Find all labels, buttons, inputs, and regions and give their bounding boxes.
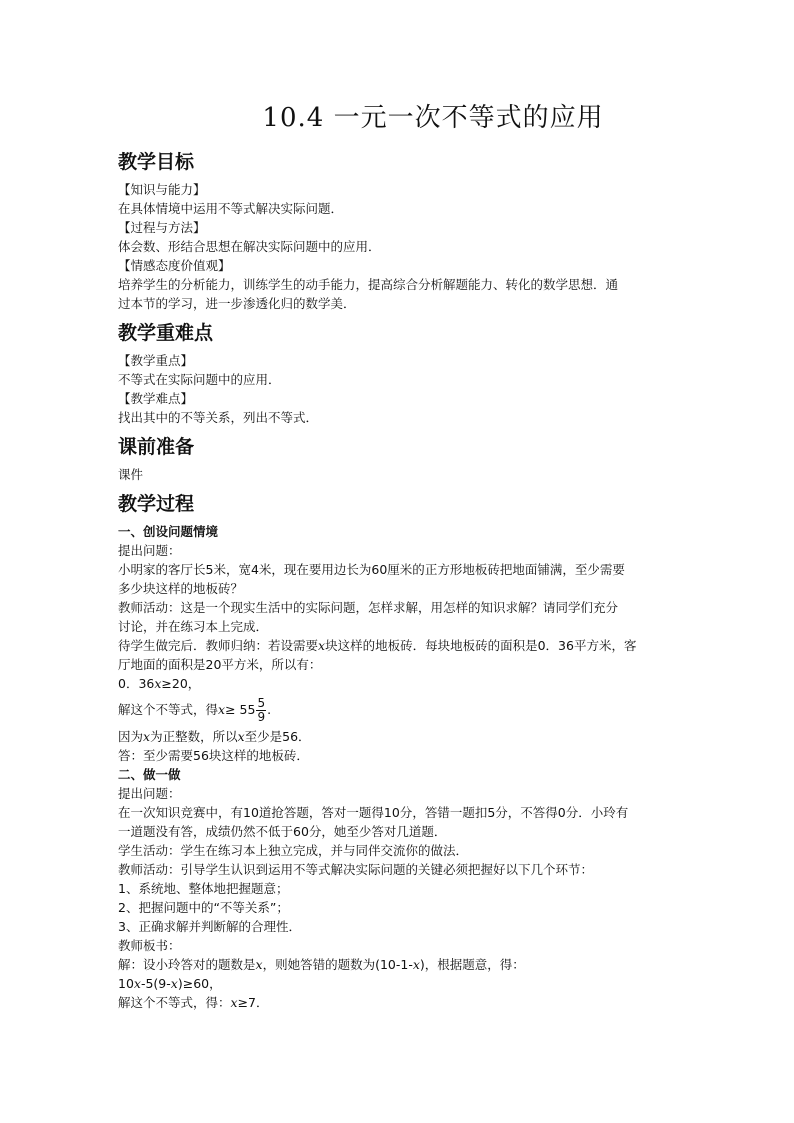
- solve-prefix: 解这个不等式，得: [118, 702, 219, 717]
- key-points-heading: 教学重难点: [118, 322, 214, 344]
- teacher-activity-2: 讨论，并在练习本上完成．: [118, 619, 269, 634]
- because-line: [118, 727, 678, 746]
- sol-b: ，则她答错的题数为(10-1-: [262, 957, 413, 972]
- teacher-activity-3: 教师活动：引导学生认识到运用不等式解决实际问题的关键必须把握好以下几个环节：: [118, 862, 594, 877]
- knowledge-text: 在具体情境中运用不等式解决实际问题．: [118, 201, 344, 216]
- variable-x: x: [154, 676, 162, 691]
- ineq2-a: 10: [118, 976, 134, 991]
- solve-ge: ≥ 55: [225, 702, 256, 717]
- part2-title: 二、做一做: [118, 767, 181, 782]
- step-3: 3、正确求解并判断解的合理性．: [118, 919, 301, 934]
- process-label: 【过程与方法】: [118, 220, 206, 235]
- emotion-text-1: 培养学生的分析能力，训练学生的动手能力，提高综合分析解题能力、转化的数学思想．通: [118, 277, 619, 292]
- solve-end: .: [267, 702, 272, 717]
- process-heading: 教学过程: [118, 493, 195, 515]
- problem-line-1: 小明家的客厅长5米，宽4米，现在要用边长为60厘米的正方形地板砖把地面铺满，至少需要: [118, 562, 625, 577]
- ineq2-c: )≥60，: [177, 976, 222, 991]
- problem2-line-1: 在一次知识竞赛中，有10道抢答题，答对一题得10分，答错一题扣5分，不答得0分．小玲有: [118, 805, 629, 820]
- ineq2-b: -5(9-: [140, 976, 171, 991]
- process-text: 体会数、形结合思想在解决实际问题中的应用．: [118, 239, 381, 254]
- page-title: 10.4 一元一次不等式的应用: [262, 103, 604, 133]
- because-c: 至少是56．: [244, 729, 311, 744]
- inequality-2: [118, 974, 678, 993]
- board-label: 教师板书：: [118, 938, 181, 953]
- final-solution: [118, 993, 678, 1012]
- final-prefix: 解这个不等式，得：: [118, 995, 231, 1010]
- fraction-numerator: 5: [257, 696, 266, 710]
- ask-label-2: 提出问题：: [118, 786, 181, 801]
- summary-text-a: 待学生做完后．教师归纳：若设需要: [118, 638, 319, 653]
- variable-x: x: [143, 729, 151, 744]
- prep-heading: 课前准备: [118, 436, 195, 458]
- summary-text-b: 块这样的地板砖．每块地板砖的面积是0．36平方米，客: [325, 638, 637, 653]
- fraction-denominator: 9: [257, 710, 266, 724]
- ineq1-suffix: ≥20，: [161, 676, 201, 691]
- solution-line-1: [118, 693, 678, 727]
- difficulty-text: 找出其中的不等关系，列出不等式．: [118, 410, 319, 425]
- goals-heading: 教学目标: [118, 151, 195, 173]
- solution-setup: [118, 955, 678, 974]
- prep-text: 课件: [118, 467, 144, 482]
- sol-c: )，根据题意，得：: [419, 957, 525, 972]
- emotion-label: 【情感态度价值观】: [118, 258, 231, 273]
- because-b: 为正整数，所以: [150, 729, 238, 744]
- emotion-text-2: 过本节的学习，进一步渗透化归的数学美．: [118, 296, 356, 311]
- focus-text: 不等式在实际问题中的应用．: [118, 372, 281, 387]
- final-suffix: ≥7．: [237, 995, 269, 1010]
- summary-line-2: 厅地面的面积是20平方米，所以有：: [118, 657, 322, 672]
- variable-x: x: [133, 976, 141, 991]
- document-body: [118, 100, 678, 1012]
- teacher-activity-1: 教师活动：这是一个现实生活中的实际问题，怎样求解，用怎样的知识求解？请同学们充分: [118, 600, 619, 615]
- variable-x: x: [218, 702, 226, 717]
- answer-line: 答：至少需要56块这样的地板砖．: [118, 748, 309, 763]
- knowledge-label: 【知识与能力】: [118, 182, 206, 197]
- focus-label: 【教学重点】: [118, 353, 194, 368]
- variable-x: x: [412, 957, 420, 972]
- student-activity: 学生活动：学生在练习本上独立完成，并与同伴交流你的做法．: [118, 843, 469, 858]
- mixed-fraction: [256, 697, 266, 724]
- variable-x: x: [230, 995, 238, 1010]
- step-2: 2、把握问题中的“不等关系”；: [118, 900, 289, 915]
- summary-line-1: [118, 636, 678, 655]
- step-1: 1、系统地、整体地把握题意；: [118, 881, 289, 896]
- problem-line-2: 多少块这样的地板砖？: [118, 581, 244, 596]
- variable-x: x: [237, 729, 245, 744]
- because-a: 因为: [118, 729, 144, 744]
- part1-title: 一、创设问题情境: [118, 524, 219, 539]
- sol-a: 解：设小玲答对的题数是: [118, 957, 256, 972]
- inequality-1: [118, 674, 678, 693]
- problem2-line-2: 一道题没有答，成绩仍然不低于60分，她至少答对几道题．: [118, 824, 447, 839]
- ask-label: 提出问题：: [118, 543, 181, 558]
- difficulty-label: 【教学难点】: [118, 391, 194, 406]
- variable-x: x: [170, 976, 178, 991]
- ineq1-prefix: 0．36: [118, 676, 155, 691]
- variable-x: x: [255, 957, 263, 972]
- variable-x: x: [318, 638, 326, 653]
